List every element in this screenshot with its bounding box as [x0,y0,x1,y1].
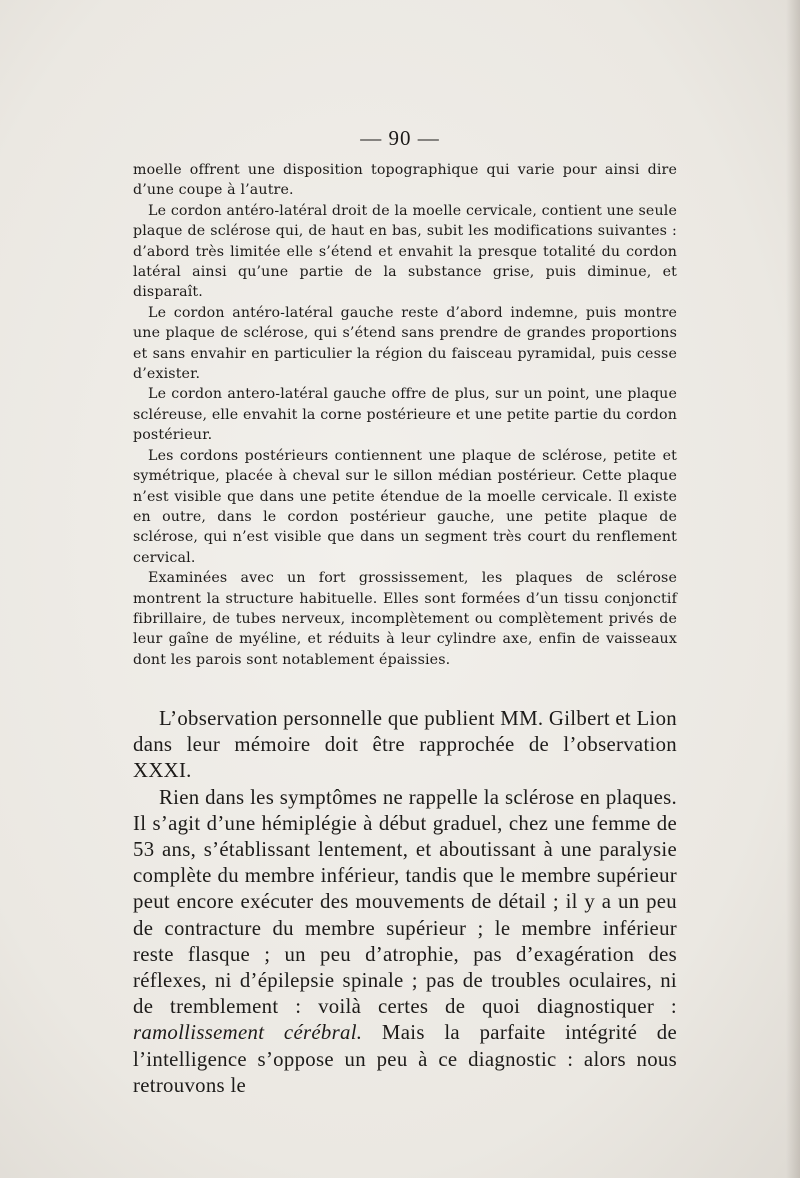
paragraph: Le cordon antéro-latéral gauche reste d’abord indemne, puis montre une plaque de sclérose, qui s’étend sans prendre de grandes proportions et sans envahir en particulier la région du faisceau pyramidal, puis cesse d’exister. [133,304,677,383]
paragraph: Les cordons postérieurs contiennent une plaque de sclérose, petite et symétrique, placée à cheval sur le sillon médian postérieur. Cette plaque n’est visible que dans une petite étendue de la moelle cervicale. Il existe en outre, dans le cordon postérieur gauche, une petite plaque de sclérose, qui n’est visible que dans un segment très court du renflement cervical. [133,447,677,566]
page-number: — 90 — [360,126,440,150]
paragraph: moelle offrent une disposition topographique qui varie pour ainsi dire d’une coupe à l’autre. [133,162,677,199]
text-run: Rien dans les symptômes ne rappelle la sclérose en plaques. Il s’agit d’une hémiplégie à début graduel, chez une femme de 53 ans, s’établissant lentement, et aboutissant à une paralysie complète du membre inférieur, tandis que le membre supérieur peut encore exécuter des mouvements de détail ; il y a un peu de contracture du membre supérieur ; le membre inférieur reste flasque ; un peu d’atrophie, pas d’exagération des réflexes, ni d’épilepsie spinale ; pas de troubles oculaires, ni de tremblement : voilà certes de quoi diagnostiquer : [133,785,677,1019]
paragraph: Examinées avec un fort grossissement, les plaques de sclérose montrent la structure habituelle. Elles sont formées d’un tissu conjonctif fibrillaire, de tubes nerveux, incomplètement ou complètement privés de leur gaîne de myéline, et réduits à leur cylindre axe, enfin de vaisseaux dont les parois sont notablement épaissies. [133,570,677,668]
main-text-section [133,706,677,1099]
page-edge-shadow [786,0,800,1178]
paragraph [133,785,677,1099]
paragraph: Le cordon antéro-latéral droit de la moelle cervicale, contient une seule plaque de sclérose qui, de haut en bas, subit les modifications suivantes : d’abord très limitée elle s’étend et envahit la presque totalité du cordon latéral ainsi qu’une partie de la substance grise, puis diminue, et disparaît. [133,202,677,301]
paragraph: Le cordon antero-latéral gauche offre de plus, sur un point, une plaque scléreuse, elle envahit la corne postérieure et une petite partie du cordon postérieur. [133,386,677,444]
small-print-section [133,160,677,670]
text-run: Mais la parfaite intégrité de l’intelligence s’oppose un peu à ce diagnostic : alors nous retrouvons le [133,1021,677,1097]
italic-term: ramollissement cérébral. [133,1021,363,1045]
paragraph: L’observation personnelle que publient MM. Gilbert et Lion dans leur mémoire doit être rapprochée de l’observation XXXI. [133,707,677,783]
